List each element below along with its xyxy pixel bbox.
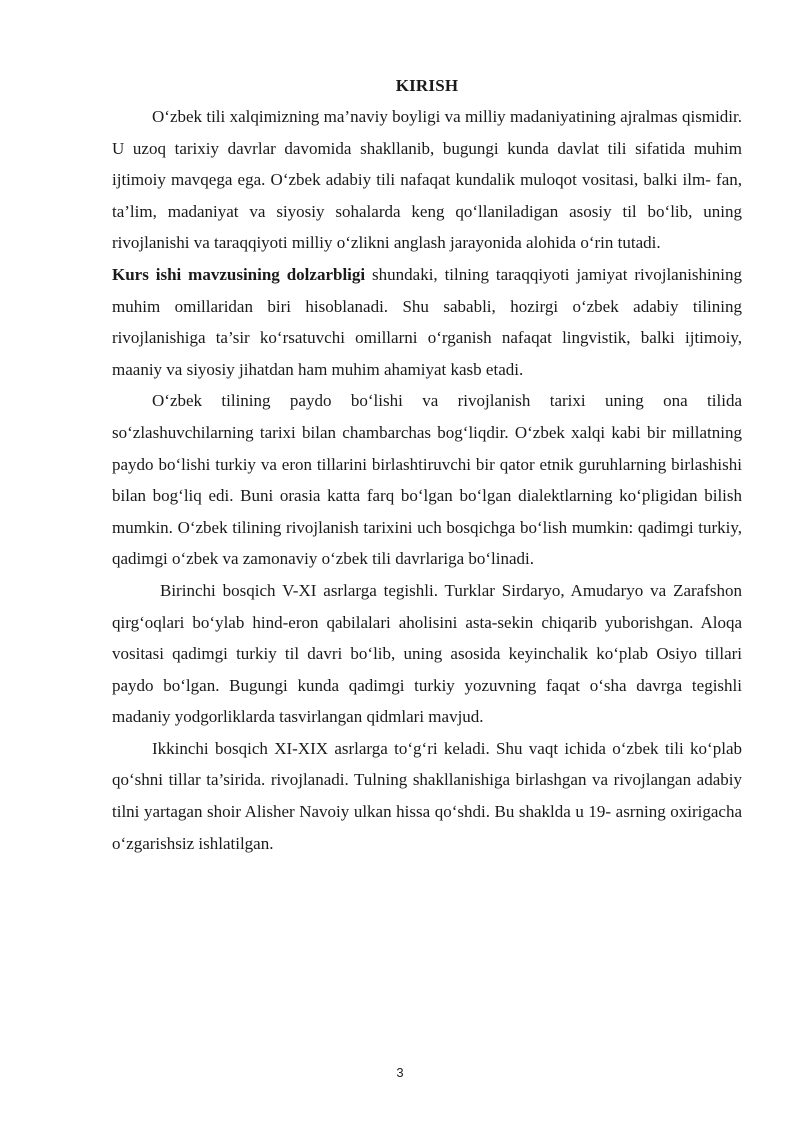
paragraph-text: O‘zbek tilining paydo bo‘lishi va rivojlanish tarixi uning ona tilida so‘zlashuvchilarning tarixi bilan chambarchas bog‘liqdir. O‘zbek xalqi kabi bir millatning paydo bo‘lishi turkiy va eron tillarini birlashtiruvchi bir qator etnik guruhlarning birlashishi bilan bog‘liq edi. Buni orasia katta farq bo‘lgan bo‘lgan dialektlarning ko‘pligidan bilish mumkin. O‘zbek tilining rivojlanish tarixini uch bosqichga bo‘lish mumkin: qadimgi turkiy, qadimgi o‘zbek va zamonaviy o‘zbek tili davrlariga bo‘linadi. bbox=[112, 391, 742, 569]
paragraph-text: O‘zbek tili xalqimizning ma’naviy boyligi va milliy madaniyatining ajralmas qismidir. U uzoq tarixiy davrlar davomida shakllanib, bugungi kunda davlat tili sifatida muhim ijtimoiy mavqega ega. O‘zbek adabiy tili nafaqat kundalik muloqot vositasi, balki ilm- fan, ta’lim, madaniyat va siyosiy sohalarda keng qo‘llaniladigan asosiy til bo‘lib, uning rivojlanishi va taraqqiyoti milliy o‘zlikni anglash jarayonida alohida o‘rin tutadi. bbox=[112, 107, 742, 253]
page-title: KIRISH bbox=[395, 76, 459, 95]
paragraph-text: Birinchi bosqich V-XI asrlarga tegishli. Turklar Sirdaryo, Amudaryo va Zarafshon qirg‘oqlari bo‘ylab hind-eron qabilalari aholisini asta-sekin chiqarib yuborishgan. Aloqa vositasi qadimgi turkiy til davri bo‘lib, uning asosida keyinchalik ko‘plab Osiyo tillari paydo bo‘lgan. Bugungi kunda qadimgi turkiy yozuvning faqat o‘sha davrga tegishli madaniy yodgorliklarda tasvirlangan qidmlari mavjud. bbox=[112, 580, 742, 727]
paragraph-history bbox=[112, 385, 742, 575]
page-number: 3 bbox=[396, 1065, 404, 1080]
document-page bbox=[112, 72, 742, 859]
paragraph-text: Ikkinchi bosqich XI-XIX asrlarga to‘g‘ri keladi. Shu vaqt ichida o‘zbek tili ko‘plab qo‘shni tillar ta’sirida. rivojlanadi. Tulning shakllanishiga birlashgan va rivojlangan adabiy tilni yartagan shoir Alisher Navoiy ulkan hissa qo‘shdi. Bu shaklda u 19- asrning oxirigacha o‘zgarishsiz ishlatilgan. bbox=[112, 738, 742, 853]
paragraph-lead: Kurs ishi mavzusining dolzarbligi bbox=[112, 264, 366, 284]
paragraph-first-stage bbox=[112, 575, 742, 733]
paragraph-text: shundaki, tilning taraqqiyoti jamiyat rivojlanishining muhim omillaridan biri hisoblanadi. Shu sababli, hozirgi o‘zbek adabiy tilining rivojlanishiga ta’sir ko‘rsatuvchi omillarni o‘rganish nafaqat lingvistik, balki ijtimoiy, maaniy va siyosiy jihatdan ham muhim ahamiyat kasb etadi. bbox=[112, 264, 742, 379]
paragraph-second-stage bbox=[112, 733, 742, 859]
paragraph-relevance bbox=[112, 259, 742, 385]
paragraph-intro bbox=[112, 101, 742, 259]
